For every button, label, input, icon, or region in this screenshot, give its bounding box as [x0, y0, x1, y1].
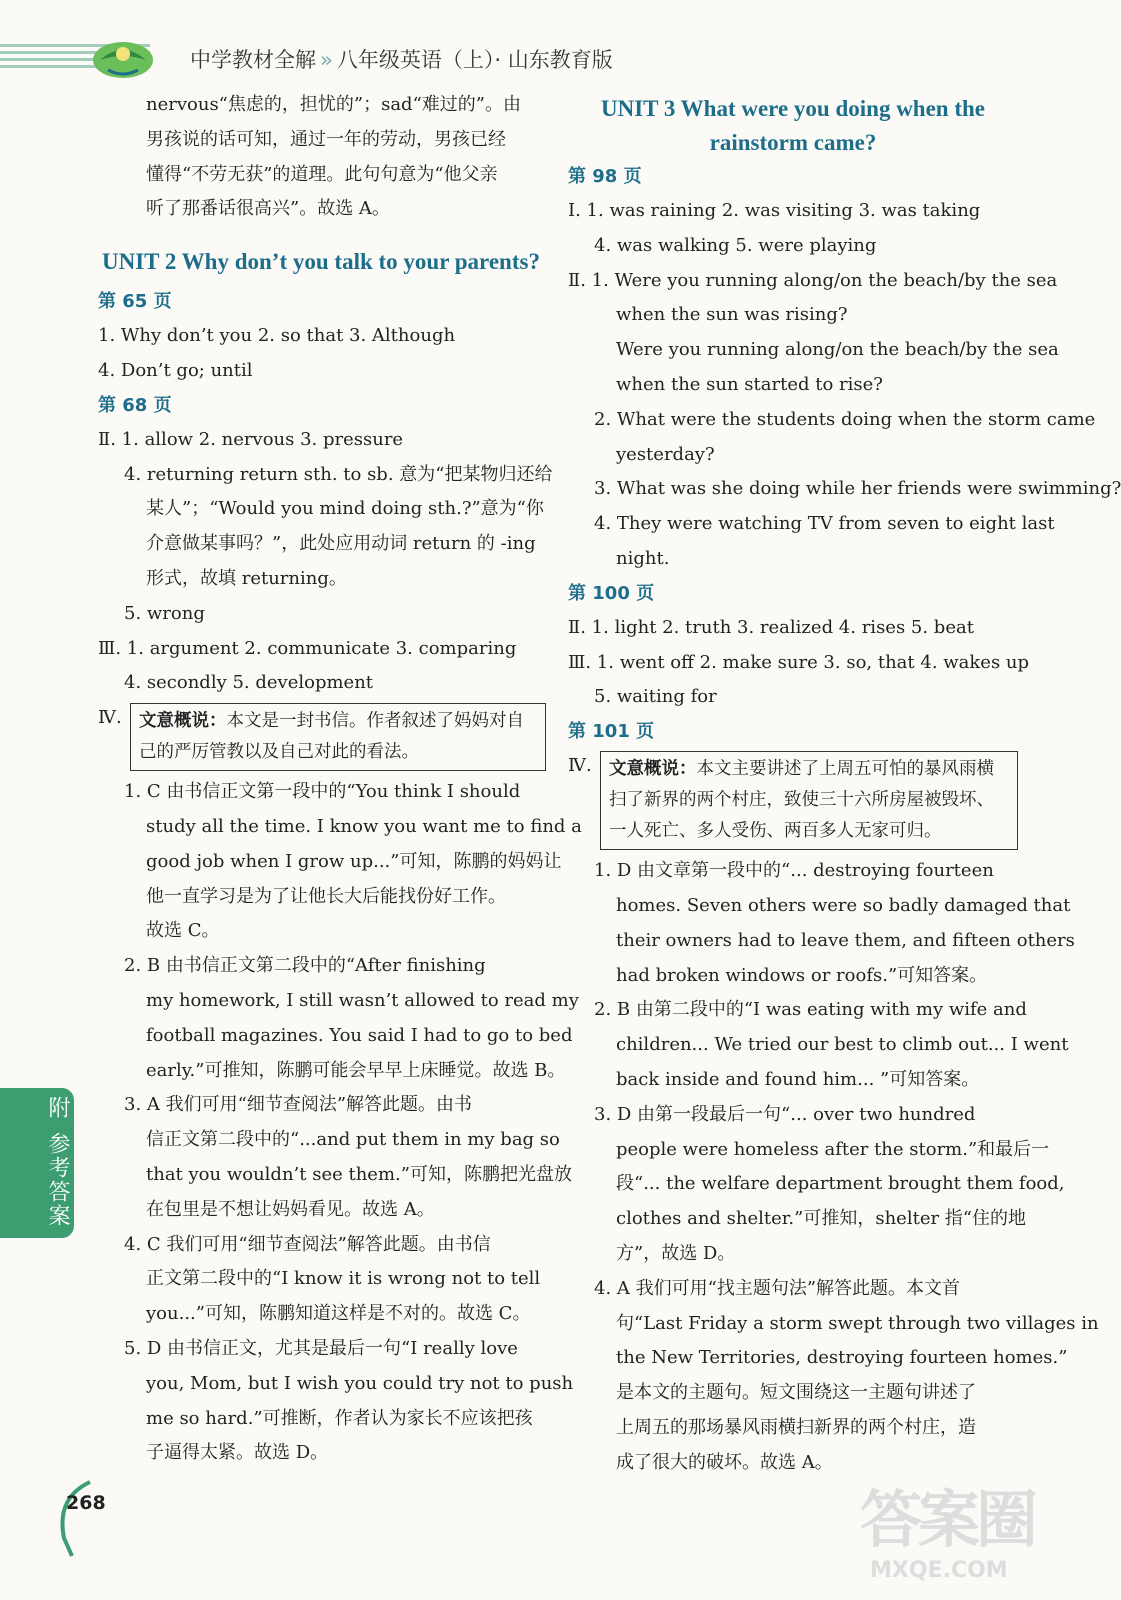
page-ref-101: 第 101 页 [568, 721, 655, 743]
header-title: 中学教材全解 » 八年级英语（上）· 山东教育版 [190, 48, 613, 72]
answer-line: Ⅱ. 1. Were you running along/on the beach/by the sea [568, 269, 1058, 291]
watermark-logo [860, 1470, 1050, 1590]
answer-line: 1. C 由书信正文第一段中的“You think I should [124, 781, 521, 803]
header-book-name: 中学教材全解 [190, 48, 316, 72]
answer-line: 4. Don’t go; until [98, 359, 253, 381]
page-corner-arc-icon [50, 1478, 110, 1558]
answer-line: Were you running along/on the beach/by the sea [616, 339, 1059, 361]
page-ref-100: 第 100 页 [568, 582, 655, 604]
answer-line: back inside and found him... ”可知答案。 [616, 1068, 980, 1090]
answer-line: Ⅱ. 1. allow 2. nervous 3. pressure [98, 428, 404, 450]
summary-box [130, 703, 546, 771]
answer-line: when the sun started to rise? [616, 373, 883, 395]
watermark-text: 答案圈 [860, 1483, 1035, 1556]
side-tab-label: 参考答案 [45, 1132, 70, 1228]
side-tab-top: 附 [45, 1096, 70, 1118]
answer-line: 正文第二段中的“I know it is wrong not to tell [146, 1268, 541, 1290]
section-iv [98, 701, 546, 775]
answer-line: that you wouldn’t see them.”可知，陈鹏把光盘放 [146, 1163, 572, 1185]
continued-text: nervous“焦虑的，担忧的”；sad“难过的”。由 [146, 94, 521, 115]
book-logo-icon [88, 30, 158, 80]
answer-line: Ⅰ. 1. was raining 2. was visiting 3. was taking [568, 200, 981, 221]
answer-line: 5. D 由书信正文，尤其是最后一句“I really love [124, 1337, 518, 1359]
answer-line: 某人”；“Would you mind doing sth.?”意为“你 [146, 498, 544, 520]
answer-line: 介意做某事吗？”，此处应用动词 return 的 -ing [146, 533, 536, 555]
answer-line: the New Territories, destroying fourteen homes.” [616, 1347, 1068, 1369]
answer-line: good job when I grow up...”可知，陈鹏的妈妈让 [146, 850, 562, 872]
summary-text: 本文主要讲述了上周五可怕的暴风雨横扫了新界的两个村庄，致使三十六所房屋被毁坏、一人死亡、多人受伤、两百多人无家可归。 [609, 759, 994, 842]
header-subtitle: 八年级英语（上）· 山东教育版 [336, 48, 613, 72]
answer-line: 在包里是不想让妈妈看见。故选 A。 [146, 1198, 435, 1220]
summary-label: 文意概说： [609, 759, 697, 780]
answer-line: 他一直学习是为了让他长大后能找份好工作。 [146, 885, 506, 907]
page-ref-65: 第 65 页 [98, 291, 172, 313]
summary-box [600, 751, 1018, 850]
answer-line: 2. B 由第二段中的“I was eating with my wife and [594, 999, 1027, 1021]
roman-numeral: Ⅳ. [568, 755, 592, 777]
continued-text: 听了那番话很高兴”。故选 A。 [146, 198, 390, 220]
answer-line: football magazines. You said I had to go to bed [146, 1024, 573, 1046]
answer-line: their owners had to leave them, and fifteen others [616, 929, 1075, 951]
section-iv [568, 749, 1018, 854]
continued-text: 懂得“不劳无获”的道理。此句句意为“他父亲 [146, 163, 498, 185]
answer-line: 故选 C。 [146, 920, 220, 942]
roman-numeral: Ⅳ. [98, 707, 122, 729]
left-column [98, 88, 582, 1471]
answer-line: study all the time. I know you want me to find a [146, 815, 582, 837]
answer-line: 成了很大的破坏。故选 A。 [616, 1451, 833, 1473]
answer-line: 4. They were watching TV from seven to eight last [594, 513, 1055, 535]
watermark-url: MXQE.COM [870, 1558, 1008, 1583]
answer-line: 4. returning return sth. to sb. 意为“把某物归还给 [124, 463, 553, 485]
page-ref-68: 第 68 页 [98, 394, 172, 416]
answer-line: Ⅲ. 1. went off 2. make sure 3. so, that 4. wakes up [568, 651, 1030, 673]
answer-line: Ⅲ. 1. argument 2. communicate 3. comparing [98, 637, 517, 659]
answer-line: had broken windows or roofs.”可知答案。 [616, 964, 988, 986]
answer-line: me so hard.”可推断，作者认为家长不应该把孩 [146, 1407, 533, 1429]
answer-line: 句“Last Friday a storm swept through two villages in [616, 1312, 1099, 1334]
page-ref-98: 第 98 页 [568, 166, 642, 187]
answer-line: children... We tried our best to climb out... I went [616, 1034, 1069, 1056]
answer-line: you, Mom, but I wish you could try not to push [146, 1372, 574, 1394]
summary-text: 本文是一封书信。作者叙述了妈妈对自己的严厉管教以及自己对此的看法。 [139, 711, 524, 763]
answer-line: 2. What were the students doing when the storm came [594, 408, 1096, 430]
appendix-side-tab [0, 1088, 74, 1238]
answer-line: 4. secondly 5. development [124, 672, 374, 694]
summary-label: 文意概说： [139, 711, 227, 732]
answer-line: when the sun was rising? [616, 304, 848, 326]
answer-line: 子逼得太紧。故选 D。 [146, 1442, 329, 1464]
answer-line: 1. D 由文章第一段中的“... destroying fourteen [594, 860, 994, 882]
answer-line: 2. B 由书信正文第二段中的“After finishing [124, 955, 486, 977]
answer-line: early.”可推知，陈鹏可能会早早上床睡觉。故选 B。 [146, 1059, 566, 1081]
answer-line: my homework, I still wasn’t allowed to read my [146, 989, 579, 1011]
answer-line: 5. wrong [124, 602, 205, 624]
unit3-title-line1: UNIT 3 What were you doing when the [600, 96, 986, 121]
answer-line: 5. waiting for [594, 686, 717, 708]
answer-line: 方”，故选 D。 [616, 1242, 736, 1264]
answer-line: 3. D 由第一段最后一句“... over two hundred [594, 1103, 976, 1125]
answer-line: 4. A 我们可用“找主题句法”解答此题。本文首 [594, 1277, 961, 1299]
answer-line: 形式，故填 returning。 [146, 567, 347, 589]
unit3-title-line2: rainstorm came? [709, 130, 877, 155]
answer-line: you...”可知，陈鹏知道这样是不对的。故选 C。 [146, 1303, 531, 1325]
answer-line: 上周五的那场暴风雨横扫新界的两个村庄，造 [616, 1416, 976, 1438]
continued-text: 男孩说的话可知，通过一年的劳动，男孩已经 [146, 128, 506, 150]
answer-line: homes. Seven others were so badly damaged that [616, 894, 1071, 916]
right-column [568, 88, 1121, 1481]
answer-line: yesterday? [616, 443, 715, 465]
answer-line: 信正文第二段中的“...and put them in my bag so [146, 1129, 560, 1151]
answer-line: people were homeless after the storm.”和最后一 [616, 1138, 1050, 1160]
answer-line: 4. C 我们可用“细节查阅法”解答此题。由书信 [124, 1233, 491, 1255]
answer-line: 4. was walking 5. were playing [594, 234, 877, 256]
answer-line: 1. Why don’t you 2. so that 3. Although [98, 325, 456, 347]
page-header [0, 0, 1062, 90]
answer-line: 3. What was she doing while her friends were swimming? [594, 478, 1121, 500]
unit2-title: UNIT 2 Why don’t you talk to your parents? [102, 249, 540, 275]
answer-line: Ⅱ. 1. light 2. truth 3. realized 4. rises 5. beat [568, 616, 974, 638]
answer-line: clothes and shelter.”可推知，shelter 指“住的地 [616, 1208, 1027, 1230]
answer-line: 3. A 我们可用“细节查阅法”解答此题。由书 [124, 1094, 473, 1116]
answer-line: 段“... the welfare department brought them food, [616, 1173, 1065, 1195]
answer-line: 是本文的主题句。短文围绕这一主题句讲述了 [616, 1382, 976, 1404]
page-number: 268 [66, 1492, 106, 1514]
answer-line: night. [616, 547, 670, 569]
